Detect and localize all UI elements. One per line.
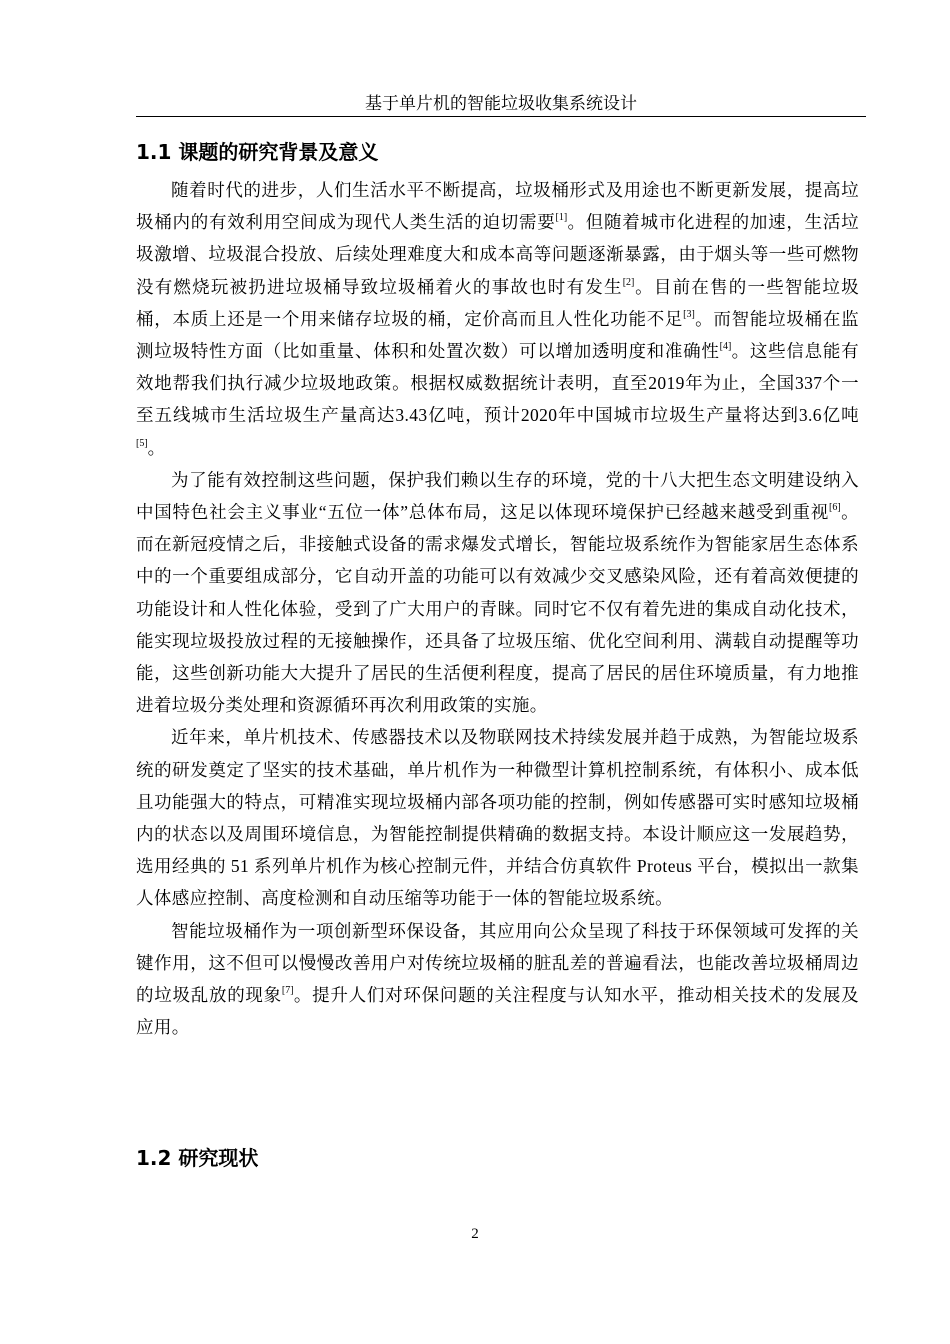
paragraph-4 — [136, 915, 859, 1044]
citation-ref: [1] — [555, 212, 568, 224]
citation-ref: [5] — [136, 437, 148, 449]
paragraph-text: 。而智能垃圾桶在监测垃圾特性方面（比如重量、体积和处置次数）可以增加透明度和准确性 — [136, 308, 859, 362]
paragraph-text: 近年来，单片机技术、传感器技术以及物联网技术持续发展并趋于成熟，为智能垃圾系统的研发奠定了坚实的技术基础，单片机作为一种微型计算机控制系统，有体积小、成本低且功能强大的特点，可精准实现垃圾桶内部各项功能的控制，例如传感器可实时感知垃圾桶内的状态以及周围环境信息，为智能控制提供精确的数据支持。本设计顺应这一发展趋势，选用经典的 51 系列单片机作为核心控制元件，并结合仿真软件 Proteus 平台，模拟出一款集人体感应控制、高度检测和自动压缩等功能于一体的智能垃圾系统。 — [136, 727, 859, 909]
body-text — [136, 174, 859, 1043]
paragraph-text: 。目前在售的一些智能垃圾桶，本质上还是一个用来储存垃圾的桶，定价高而且人性化功能不足 — [136, 276, 859, 329]
citation-ref: [6] — [829, 502, 841, 514]
paragraph-text: 为了能有效控制这些问题，保护我们赖以生存的环境，党的十八大把生态文明建设纳入中国特色社会主义事业“五位一体”总体布局，这足以体现环境保护已经越来越受到重视 — [136, 469, 859, 523]
header-rule — [136, 116, 866, 117]
running-header: 基于单片机的智能垃圾收集系统设计 — [365, 94, 637, 113]
citation-ref: [7] — [281, 985, 294, 997]
citation-ref: [3] — [683, 308, 695, 320]
paragraph-text: 随着时代的进步，人们生活水平不断提高，垃圾桶形式及用途也不断更新发展，提高垃圾桶内的有效利用空间成为现代人类生活的迫切需要 — [136, 180, 859, 233]
citation-ref: [4] — [719, 341, 732, 353]
citation-ref: [2] — [622, 276, 635, 288]
paragraph-text: 。但随着城市化进程的加速，生活垃圾激增、垃圾混合投放、后续处理难度大和成本高等问题逐渐暴露，由于烟头等一些可燃物没有燃烧玩被扔进垃圾桶导致垃圾桶着火的事故也时有发生 — [136, 212, 859, 297]
section-heading-1-2: 1.2 研究现状 — [136, 1146, 259, 1170]
paragraph-3 — [136, 721, 859, 914]
paragraph-text: 。这些信息能有效地帮我们执行减少垃圾地政策。根据权威数据统计表明，直至2019年为止，全国337个一至五线城市生活垃圾生产量高达3.43亿吨，预计2020年中国城市垃圾生产量将达到3.6亿吨 — [136, 341, 859, 426]
paragraph-text: 。而在新冠疫情之后，非接触式设备的需求爆发式增长，智能垃圾系统作为智能家居生态体系中的一个重要组成部分，它自动开盖的功能可以有效减少交叉感染风险，还有着高效便捷的功能设计和人性化体验，受到了广大用户的青睐。同时它不仅有着先进的集成自动化技术，能实现垃圾投放过程的无接触操作，还具备了垃圾压缩、优化空间利用、满载自动提醒等功能，这些创新功能大大提升了居民的生活便利程度，提高了居民的居住环境质量，有力地推进着垃圾分类处理和资源循环再次利用政策的实施。 — [136, 502, 859, 716]
page-number: 2 — [471, 1226, 479, 1242]
paragraph-1 — [136, 174, 859, 464]
paragraph-2 — [136, 464, 859, 722]
paragraph-text: 。提升人们对环保问题的关注程度与认知水平，推动相关技术的发展及应用。 — [136, 985, 859, 1038]
section-heading-1-1: 1.1 课题的研究背景及意义 — [136, 140, 379, 164]
paragraph-text: 。 — [147, 437, 166, 458]
paragraph-text: 智能垃圾桶作为一项创新型环保设备，其应用向公众呈现了科技于环保领域可发挥的关键作用，这不但可以慢慢改善用户对传统垃圾桶的脏乱差的普遍看法，也能改善垃圾桶周边的垃圾乱放的现象 — [136, 920, 859, 1006]
